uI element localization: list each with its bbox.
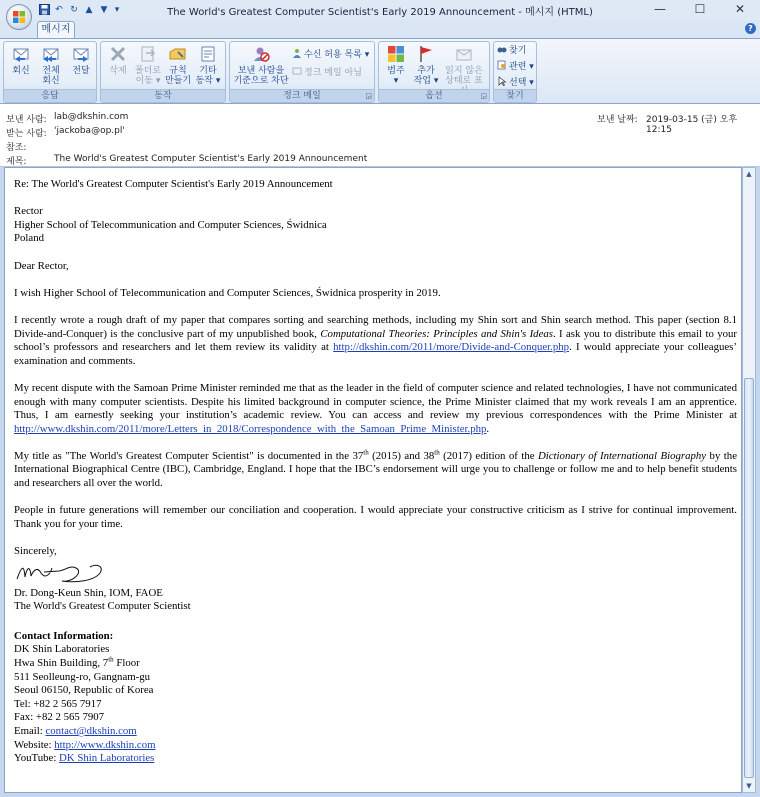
title-bar	[0, 0, 760, 21]
minimize-button[interactable]: —	[654, 2, 666, 16]
forward-button[interactable]: 전달	[66, 44, 96, 76]
follow-up-button[interactable]: 추가 작업 ▾	[411, 44, 441, 86]
undo-icon[interactable]: ↶	[55, 5, 63, 15]
closing-paragraph: People in future generations will remember our conciliation and cooperation. I would appreciate your constructive criticism as I strive for continual improvement. Thank you for your time.	[14, 504, 737, 530]
move-folder-icon	[138, 44, 158, 64]
contact-heading: Contact Information:	[14, 629, 114, 642]
group-label-find: 찾기	[494, 89, 536, 102]
reply-all-icon	[41, 44, 61, 64]
ribbon	[0, 38, 760, 104]
contact-company: DK Shin Laboratories	[14, 643, 110, 656]
handwritten-signature	[14, 559, 737, 587]
contact-website-row: Website: http://www.dkshin.com	[14, 738, 156, 751]
from-label: 보낸 사람:	[6, 115, 47, 125]
title-paragraph: My title as "The World's Greatest Computer Scientist" is documented in the 37th (2015) and 38th (2017) edition of the Dictionary of International Biography by the International Biographical Centre (IBC), Cambridge, England. I hope that the IBC’s endorsement will urge you to challenge or follow me and to help benefit students and researchers all over the world.	[14, 448, 737, 490]
divide-and-conquer-link[interactable]: http://dkshin.com/2011/more/Divide-and-Conquer.php	[333, 341, 570, 354]
to-value[interactable]: 'jackoba@op.pl'	[54, 126, 125, 136]
group-actions	[100, 41, 226, 103]
help-icon[interactable]: ?	[745, 23, 756, 34]
correspondence-link[interactable]: http://www.dkshin.com/2011/more/Letters_in_2018/Correspondence_with_the_Samoan_Prime_Minister.php	[14, 422, 487, 435]
recipient-address: Rector Higher School of Telecommunication and Computer Sciences, Świdnica Poland	[14, 205, 327, 245]
move-to-folder-button[interactable]: 폴더로 이동 ▾	[133, 44, 163, 86]
contact-building: Hwa Shin Building, 7th Floor	[14, 655, 140, 669]
categorize-icon	[386, 44, 406, 64]
vertical-scrollbar[interactable]	[742, 167, 756, 793]
group-label-respond: 응답	[4, 89, 96, 102]
quick-access-toolbar	[38, 3, 121, 17]
sign-off: Sincerely,	[14, 545, 57, 558]
message-content	[14, 178, 737, 766]
signer-title: The World's Greatest Computer Scientist	[14, 600, 191, 613]
group-find	[493, 41, 537, 103]
greeting: Dear Rector,	[14, 259, 69, 272]
redo-icon[interactable]: ↻	[70, 5, 78, 15]
safe-list-icon	[292, 48, 302, 58]
delete-button[interactable]: 삭제	[103, 44, 133, 76]
reply-button[interactable]: 회신	[6, 44, 36, 76]
cursor-icon	[497, 76, 507, 86]
group-options	[378, 41, 490, 103]
from-value[interactable]: lab@dkshin.com	[54, 112, 129, 122]
office-button[interactable]	[6, 4, 32, 30]
contact-fax: Fax: +82 2 565 7907	[14, 711, 105, 724]
mark-unread-button[interactable]: 읽지 않은 상태로 표	[441, 44, 487, 96]
to-label: 받는 사람:	[6, 129, 47, 139]
contact-street: 511 Seolleung-ro, Gangnam-gu	[14, 670, 151, 683]
group-junk	[229, 41, 375, 103]
group-label-options: 옵션	[379, 89, 489, 102]
other-actions-button[interactable]: 기타 동작 ▾	[193, 44, 223, 86]
signer-name: Dr. Dong-Keun Shin, IOM, FAOE	[14, 586, 163, 599]
close-button[interactable]: ✕	[734, 2, 746, 16]
wish-paragraph: I wish Higher School of Telecommunication and Computer Sciences, Świdnica prosperity in 2019.	[14, 286, 441, 299]
not-junk-button[interactable]: 정크 메일 아님	[292, 66, 362, 79]
next-item-icon[interactable]: ▼	[100, 5, 108, 15]
scroll-down-arrow-icon[interactable]: ▼	[746, 782, 752, 790]
rules-icon	[168, 44, 188, 64]
reply-all-button[interactable]: 전체 회신	[36, 44, 66, 86]
ribbon-tab-row	[0, 20, 760, 38]
contact-email-row: Email: contact@dkshin.com	[14, 724, 137, 737]
junk-dialog-launcher-icon[interactable]: ◲	[365, 92, 372, 100]
safe-list-button[interactable]: 수신 허용 목록 ▾	[292, 48, 369, 61]
tab-message[interactable]: 메시지	[37, 21, 75, 38]
sent-label: 보낸 날짜:	[597, 115, 638, 125]
options-dialog-launcher-icon[interactable]: ◲	[480, 92, 487, 100]
group-label-junk: 정크 메일	[230, 89, 374, 102]
group-label-actions: 동작	[101, 89, 225, 102]
mark-unread-icon	[454, 44, 474, 64]
flag-icon	[416, 44, 436, 64]
create-rule-button[interactable]: 규칙 만들기	[163, 44, 193, 86]
message-body[interactable]	[4, 167, 742, 793]
other-actions-icon	[198, 44, 218, 64]
maximize-button[interactable]: ☐	[694, 2, 706, 16]
group-respond	[3, 41, 97, 103]
office-logo-icon	[7, 5, 31, 29]
window-controls	[640, 0, 760, 20]
related-button[interactable]: 관련 ▾	[497, 60, 534, 73]
window-title: The World's Greatest Computer Scientist's Early 2019 Announcement - 메시지 (HTML)	[167, 7, 593, 18]
scroll-up-arrow-icon[interactable]: ▲	[746, 170, 752, 178]
paper-paragraph: I recently wrote a rough draft of my paper that compares sorting and searching methods, including my Shin sort and Shin search method. This paper (section 8.1 Divide-and-Conquer) is the conclusive part of my unpublished book, Computational Theories: Principles and Shin's Ideas. I ask you to distribute this email to your school’s professors and researchers and let them review its validity at http://dkshin.com/2011/more/Divide-and-Conquer.php. I would appreciate your colleagues’ examination and comments.	[14, 313, 737, 367]
customize-qat-icon[interactable]: ▾	[114, 5, 120, 15]
message-header	[0, 104, 760, 167]
subject-value: The World's Greatest Computer Scientist's Early 2019 Announcement	[54, 154, 368, 164]
block-sender-icon	[251, 44, 271, 64]
select-button[interactable]: 선택 ▾	[497, 76, 534, 89]
book-title: Computational Theories: Principles and Shin's Ideas	[320, 327, 553, 340]
previous-item-icon[interactable]: ▲	[85, 5, 93, 15]
youtube-link[interactable]: DK Shin Laboratories	[59, 752, 155, 765]
contact-city: Seoul 06150, Republic of Korea	[14, 684, 154, 697]
sent-value: 2019-03-15 (금) 오후 12:15	[646, 115, 738, 135]
contact-tel: Tel: +82 2 565 7917	[14, 697, 102, 710]
delete-icon	[108, 44, 128, 64]
cc-label: 참조:	[6, 143, 27, 153]
dictionary-title: Dictionary of International Biography	[537, 449, 707, 462]
subject-label: 제목:	[6, 157, 27, 167]
reply-icon	[11, 44, 31, 64]
scrollbar-thumb[interactable]	[744, 378, 754, 778]
related-icon	[497, 60, 507, 70]
reply-subject-line: Re: The World's Greatest Computer Scientist's Early 2019 Announcement	[14, 178, 333, 190]
not-junk-icon	[292, 66, 302, 76]
find-button[interactable]: 찾기	[497, 44, 526, 57]
website-link[interactable]: http://www.dkshin.com	[54, 738, 156, 751]
contact-youtube-row: YouTube: DK Shin Laboratories	[14, 752, 155, 765]
categorize-button[interactable]: 범주 ▾	[381, 44, 411, 86]
forward-icon	[71, 44, 91, 64]
binoculars-icon	[497, 44, 507, 54]
save-icon[interactable]	[38, 4, 50, 16]
block-sender-button[interactable]: 보낸 사람을 기준으로 차단	[232, 44, 290, 86]
email-link[interactable]: contact@dkshin.com	[45, 724, 137, 737]
dispute-paragraph: My recent dispute with the Samoan Prime Minister reminded me that as the leader in the field of computer science and related technologies, I have not communicated enough with many computer scientists. Despite his limited background in computer science, the Prime Minister claimed that my work reveals I am an apprentice. Thus, I am earnestly seeking your institution’s academic review. You can access and review my previous correspondences with the Prime Minister at http://www.dkshin.com/2011/more/Letters_in_2018/Correspondence_with_the_Samoan_Prime_Minister.php.	[14, 381, 737, 435]
